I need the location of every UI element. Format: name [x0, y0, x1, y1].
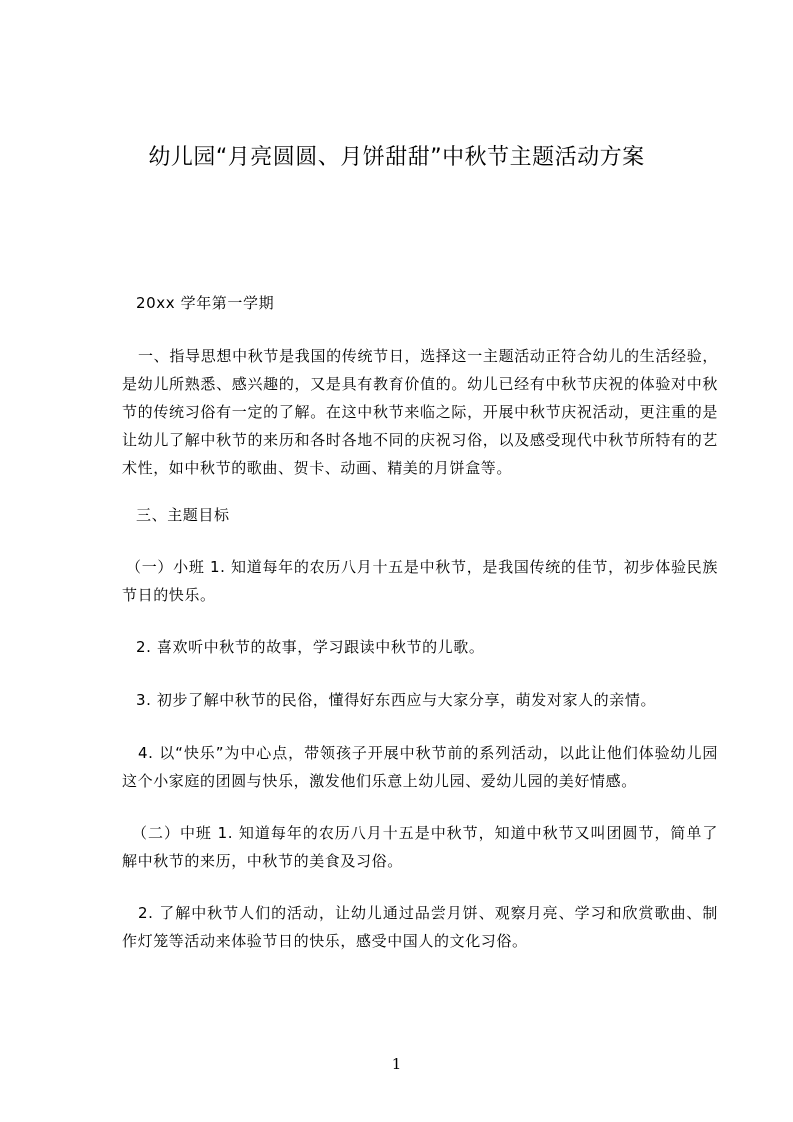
paragraph-middle-class-2: 2. 了解中秋节人们的活动，让幼儿通过品尝月饼、观察月亮、学习和欣赏歌曲、制作灯笼等活动来体验节日的快乐，感受中国人的文化习俗。 — [122, 904, 718, 950]
paragraph-small-class-2: 2. 喜欢听中秋节的故事，学习跟读中秋节的儿歌。 — [136, 638, 485, 656]
page-number: 1 — [391, 1055, 402, 1073]
paragraph-small-class-4: 4. 以“快乐”为中心点，带领孩子开展中秋节前的系列活动，以此让他们体验幼儿园这个小家庭的团圆与快乐，激发他们乐意上幼儿园、爱幼儿园的美好情感。 — [122, 744, 718, 790]
document-title: 幼儿园“月亮圆圆、月饼甜甜”中秋节主题活动方案 — [148, 145, 645, 170]
paragraph-small-class-1: （一）小班 1. 知道每年的农历八月十五是中秋节，是我国传统的佳节，初步体验民族节日的快乐。 — [122, 558, 718, 604]
paragraph-small-class-3: 3. 初步了解中秋节的民俗，懂得好东西应与大家分享，萌发对家人的亲情。 — [136, 691, 657, 709]
paragraph-middle-class-1: （二）中班 1. 知道每年的农历八月十五是中秋节，知道中秋节又叫团圆节，简单了解中秋节的来历，中秋节的美食及习俗。 — [122, 824, 718, 870]
term-line: 20xx 学年第一学期 — [136, 294, 275, 312]
paragraph-guiding-thought: 一、指导思想中秋节是我国的传统节日，选择这一主题活动正符合幼儿的生活经验，是幼儿所熟悉、感兴趣的，又是具有教育价值的。幼儿已经有中秋节庆祝的体验对中秋节的传统习俗有一定的了解。在这中秋节来临之际，开展中秋节庆祝活动，更注重的是让幼儿了解中秋节的来历和各时各地不同的庆祝习俗，以及感受现代中秋节所特有的艺术性，如中秋节的歌曲、贺卡、动画、精美的月饼盒等。 — [122, 347, 718, 477]
section-heading-goals: 三、主题目标 — [136, 506, 230, 524]
